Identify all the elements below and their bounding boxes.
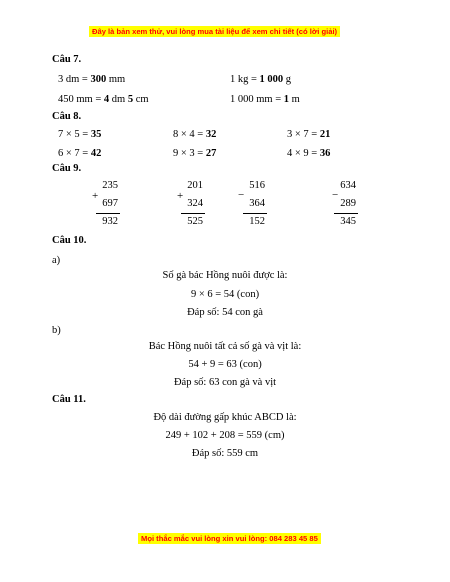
- plus-sign: +: [92, 190, 99, 202]
- result: 932: [102, 216, 118, 227]
- solution-line: Bác Hồng nuôi tất cả số gà và vịt là:: [148, 341, 302, 352]
- operand-bottom: 697: [102, 198, 118, 209]
- cau7-r1c2: 1 kg = 1 000 g: [230, 74, 292, 85]
- result: 152: [249, 216, 265, 227]
- cau11-title: Câu 11.: [52, 394, 86, 405]
- cau7-r1c1: 3 dm = 300 mm: [58, 74, 126, 85]
- cau8-item: 3 × 7 = 21: [287, 129, 331, 140]
- operand-bottom: 324: [187, 198, 203, 209]
- minus-sign: −: [238, 189, 245, 201]
- solution-line: 54 + 9 = 63 (con): [188, 359, 262, 370]
- cau9-title: Câu 9.: [52, 163, 82, 174]
- cau8-item: 6 × 7 = 42: [58, 148, 102, 159]
- cau7-r2c2: 1 000 mm = 1 m: [230, 94, 300, 105]
- part-b-label: b): [52, 325, 61, 336]
- plus-sign: +: [177, 190, 184, 202]
- cau8-title: Câu 8.: [52, 111, 82, 122]
- cau7-r2c1: 450 mm = 4 dm 5 cm: [58, 94, 149, 105]
- operand-bottom: 364: [249, 198, 265, 209]
- cau8-item: 7 × 5 = 35: [58, 129, 102, 140]
- cau8-item: 9 × 3 = 27: [173, 148, 217, 159]
- operand-top: 201: [187, 180, 203, 191]
- cau7-title: Câu 7.: [52, 54, 82, 65]
- operand-top: 235: [102, 180, 118, 191]
- minus-sign: −: [332, 189, 339, 201]
- difference-line: [334, 213, 358, 214]
- result: 525: [187, 216, 203, 227]
- cau10-title: Câu 10.: [52, 235, 87, 246]
- solution-line: Độ dài đường gấp khúc ABCD là:: [153, 412, 297, 423]
- answer-line: Đáp số: 54 con gà: [187, 307, 263, 318]
- result: 345: [340, 216, 356, 227]
- cau8-item: 4 × 9 = 36: [287, 148, 331, 159]
- cau8-item: 8 × 4 = 32: [173, 129, 217, 140]
- answer-line: Đáp số: 559 cm: [191, 448, 259, 459]
- operand-top: 516: [249, 180, 265, 191]
- solution-line: 249 + 102 + 208 = 559 (cm): [165, 430, 285, 441]
- operand-bottom: 289: [340, 198, 356, 209]
- difference-line: [243, 213, 267, 214]
- operand-top: 634: [340, 180, 356, 191]
- answer-line: Đáp số: 63 con gà và vịt: [173, 377, 277, 388]
- part-a-label: a): [52, 255, 61, 266]
- footer-banner: Mọi thắc mắc vui lòng xin vui lòng: 084 283 45 85: [138, 533, 321, 544]
- sum-line: [96, 213, 120, 214]
- header-banner: Đây là bản xem thử, vui lòng mua tài liệu để xem chi tiết (có lời giải): [89, 26, 340, 37]
- solution-line: 9 × 6 = 54 (con): [190, 289, 260, 300]
- sum-line: [181, 213, 205, 214]
- solution-line: Số gà bác Hồng nuôi được là:: [162, 270, 288, 281]
